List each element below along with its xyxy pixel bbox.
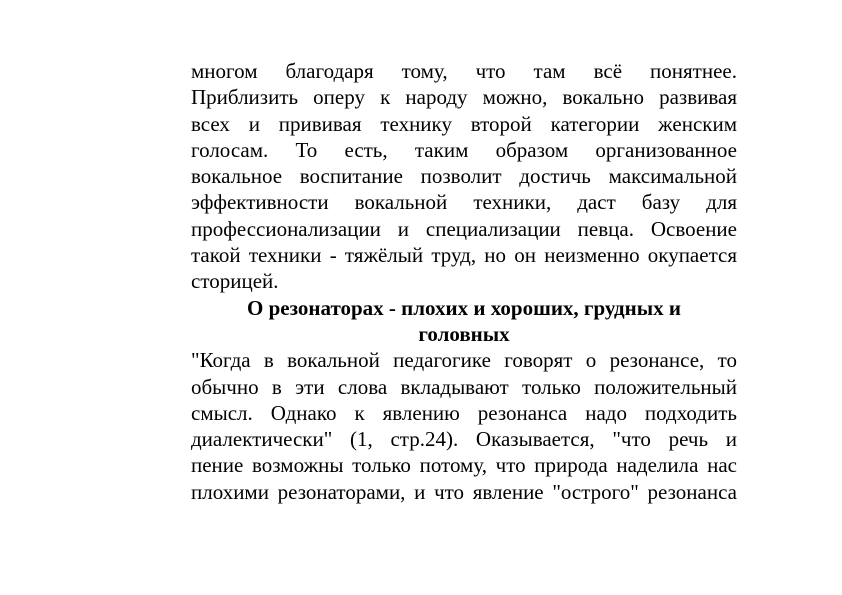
text-line: плохими резонаторами, и что явление "острого" резонанса xyxy=(191,479,737,504)
paragraph-continuation xyxy=(191,58,737,295)
text-line: Приблизить оперу к народу можно, вокально развивая xyxy=(191,85,737,110)
heading-line: головных xyxy=(418,321,510,346)
text-line: обычно в эти слова вкладывают только положительный xyxy=(191,374,737,399)
text-line: профессионализации и специализации певца. Освоение xyxy=(191,216,737,241)
text-line: вокальное воспитание позволит достичь максимальной xyxy=(191,164,737,189)
text-line: многом благодаря тому, что там всё понятнее. xyxy=(191,59,737,83)
document-text xyxy=(191,58,737,505)
heading-line: О резонаторах - плохих и хороших, грудных и xyxy=(246,295,682,320)
text-line: "Когда в вокальной педагогике говорят о резонансе, то xyxy=(191,348,737,373)
section-heading xyxy=(191,295,737,348)
text-line: голосам. То есть, таким образом организованное xyxy=(191,137,737,162)
text-line: смысл. Однако к явлению резонанса надо подходить xyxy=(191,400,737,425)
text-line: сторицей. xyxy=(191,269,279,294)
text-line: всех и прививая технику второй категории женским xyxy=(191,111,737,136)
text-line: эффективности вокальной техники, даст базу для xyxy=(191,190,737,215)
text-line: такой техники - тяжёлый труд, но он неизменно окупается xyxy=(191,243,737,268)
paragraph-resonance xyxy=(191,347,737,505)
text-line: пение возможны только потому, что природа наделила нас xyxy=(191,453,737,478)
text-line: диалектически" (1, стр.24). Оказывается, "что речь и xyxy=(191,427,737,452)
